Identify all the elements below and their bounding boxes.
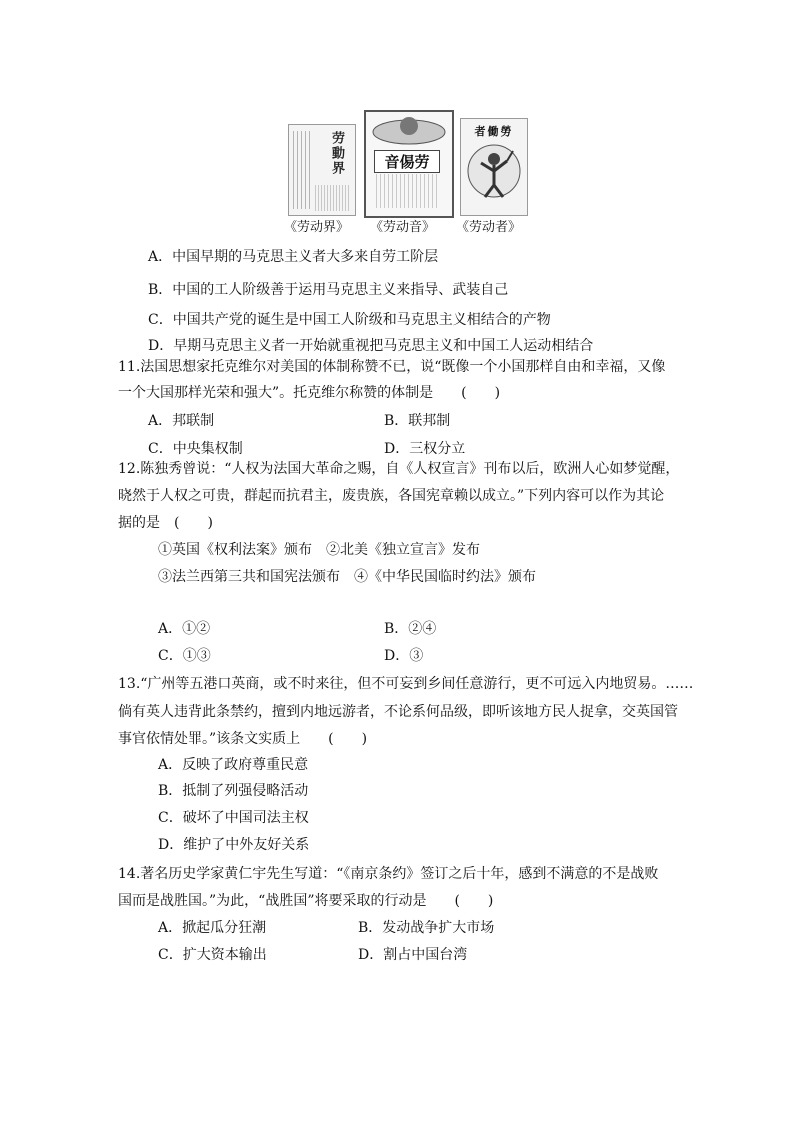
q11-option-a: A．邦联制	[148, 413, 215, 429]
q12-item-line2: ③法兰西第三共和国宪法颁布 ④《中华民国临时约法》颁布	[158, 569, 536, 585]
q14-option-b: B．发动战争扩大市场	[358, 920, 495, 936]
laodongyin-body-text	[376, 174, 438, 208]
caption-laodongyin: 《劳动音》	[370, 220, 436, 235]
q13-stem-line1: 13.“广州等五港口英商，或不时来往，但不可妄到乡间任意游行，更不可远入内地贸易。……	[118, 676, 694, 692]
laodongjie-side-lines	[293, 131, 311, 209]
q14-option-c: C．扩大资本输出	[158, 947, 267, 963]
q13-option-b: B．抵制了列强侵略活动	[158, 783, 309, 799]
q10-option-a: A．中国早期的马克思主义者大多来自劳工阶层	[148, 249, 439, 265]
laodongjie-cover	[288, 124, 356, 216]
q14-option-d: D．割占中国台湾	[358, 947, 468, 963]
q11-option-c: C．中央集权制	[148, 441, 243, 457]
q11-stem-line2: 一个大国那样光荣和强大”。托克维尔称赞的体制是 ( )	[118, 385, 501, 401]
q12-option-b: B．②④	[384, 621, 437, 637]
q12-option-d: D．③	[384, 648, 424, 664]
q12-stem-line1: 12.陈独秀曾说：“人权为法国大革命之赐，自《人权宣言》刊布以后，欧洲人心如梦觉醒，	[118, 461, 680, 477]
laodongyin-title: 音㑥劳	[374, 150, 440, 173]
q12-item-line1: ①英国《权利法案》颁布 ②北美《独立宣言》发布	[158, 542, 480, 558]
q12-stem-line3: 据的是 ( )	[118, 515, 213, 531]
periodicals-figure	[284, 110, 534, 235]
q11-option-b: B．联邦制	[384, 413, 451, 429]
q14-option-a: A．掀起瓜分狂潮	[158, 920, 267, 936]
laodongyin-emblem	[366, 114, 452, 148]
laodongzhe-cover	[460, 118, 528, 216]
caption-laodongjie: 《劳动界》	[284, 220, 350, 235]
q12-option-c: C．①③	[158, 648, 211, 664]
laodongjie-bottom-text	[315, 185, 349, 211]
q13-option-c: C．破坏了中国司法主权	[158, 810, 309, 826]
q14-stem-line1: 14.著名历史学家黄仁宇先生写道：“《南京条约》签订之后十年，感到不满意的不是战败	[118, 866, 659, 882]
q13-option-d: D．维护了中外友好关系	[158, 837, 310, 853]
laodongjie-title: 劳動界	[329, 131, 344, 176]
q13-stem-line3: 事官依情处罪。”该条文实质上 ( )	[118, 731, 368, 747]
laodongzhe-title: 者働勞	[474, 125, 514, 138]
q12-stem-line2: 晓然于人权之可贵，群起而抗君主，废贵族，各国宪章赖以成立。”下列内容可以作为其论	[118, 488, 665, 504]
q13-stem-line2: 倘有英人违背此条禁约，擅到内地远游者，不论系何品级，即听该地方民人捉拿，交英国管	[118, 704, 678, 720]
q10-option-c: C．中国共产党的诞生是中国工人阶级和马克思主义相结合的产物	[148, 312, 551, 328]
q14-stem-line2: 国而是战胜国。”为此，“战胜国”将要采取的行动是 ( )	[118, 893, 494, 909]
q10-option-d: D．早期马克思主义者一开始就重视把马克思主义和中国工人运动相结合	[148, 338, 594, 354]
q10-option-b: B．中国的工人阶级善于运用马克思主义来指导、武装自己	[148, 282, 509, 298]
caption-laodongzhe: 《劳动者》	[456, 220, 522, 235]
laodongyin-cover	[364, 110, 454, 218]
q11-option-d: D．三权分立	[384, 441, 466, 457]
laodongzhe-worker-illustration	[461, 139, 527, 209]
q13-option-a: A．反映了政府尊重民意	[158, 757, 309, 773]
q12-option-a: A．①②	[158, 621, 211, 637]
q11-stem-line1: 11.法国思想家托克维尔对美国的体制称赞不已，说“既像一个小国那样自由和幸福，又像	[118, 359, 666, 375]
